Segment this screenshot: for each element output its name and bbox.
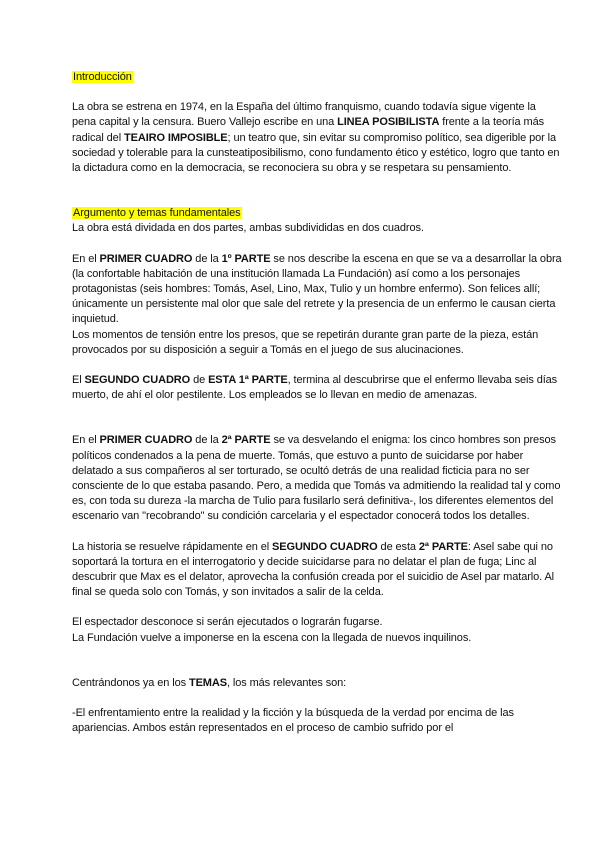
argument-paragraph-2: Los momentos de tensión entre los presos, que se repetirán durante gran parte de la pieza, están provocados por su disposición a seguir a Tomás en el juego de sus alucinaciones. (72, 328, 539, 356)
bold-term: SEGUNDO CUADRO (84, 374, 191, 387)
argument-paragraph-4: En el PRIMER CUADRO de la 2ª PARTE se va desvelando el enigma: los cinco hombres son presos políticos condenados a la pena de muerte. Tomás, que estuvo a punto de suicidarse por haber delatado a sus compañeros al ser torturado, se ocultó detrás de una realidad ficticia para no ser consciente de lo que estaba pasando. Pero, a medida que Tomás va admitiendo la realidad tal y como es, con toda su dureza -la marcha de Tulio para fusilarlo será definitiva-, los diferentes elementos del escenario van "recobrando" su condición carcelaria y el espectador conocerá todos los detalles. (72, 434, 561, 523)
argument-paragraph-3: El SEGUNDO CUADRO de ESTA 1ª PARTE, termina al descubrirse que el enfermo llevaba seis días muerto, de ahí el olor pestilente. Los empleados se lo llevan en medio de amenazas. (72, 374, 558, 402)
bold-term: TEMAS (188, 676, 227, 689)
bold-term: SEGUNDO CUADRO (272, 540, 378, 553)
bold-term: TEAIRO IMPOSIBLE (124, 131, 228, 144)
argument-paragraph-7: La Fundación vuelve a imponerse en la escena con la llegada de nuevos inquilinos. (72, 631, 472, 644)
bold-term: PRIMER CUADRO (99, 252, 193, 265)
argument-heading-highlight: Argumento y temas fundamentales (73, 207, 241, 220)
argument-paragraph-1: En el PRIMER CUADRO de la 1º PARTE se nos describe la escena en que se va a desarrollar la obra (la confortable habitación de una institución llamada La Fundación) así como a los personajes protagonistas (seis hombres: Tomás, Asel, Lino, Max, Tulio y un hombre enfermo). Son felices allí; únicamente un persistente mal olor que sale del retrete y la presencia de un enfermo le causan cierta inquietud. (72, 252, 562, 326)
argument-heading (72, 206, 562, 221)
argument-paragraph-6: El espectador desconoce si serán ejecutados o lograrán fugarse. (72, 616, 383, 629)
bold-term: 1º PARTE (221, 252, 271, 265)
themes-paragraph: -El enfrentamiento entre la realidad y la ficción y la búsqueda de la verdad por encima de las apariencias. Ambos están representados en el proceso de cambio sufrido por el (72, 707, 514, 735)
themes-intro: Centrándonos ya en los TEMAS, los más relevantes son: (72, 676, 347, 689)
intro-paragraph: La obra se estrena en 1974, en la España del último franquismo, cuando todavía sigue vigente la pena capital y la censura. Buero Vallejo escribe en una LINEA POSIBILISTA frente a la teoría más radical del TEAIRO IMPOSIBLE; un teatro que, sin evitar su compromiso político, sea digerible por la sociedad y tolerable para la cunsteatiposibilismo, cono fundamento ético y estético, logro que tanto en la dictadura como en la democracia, se reconociera su obra y se respetara su pensamiento. (72, 101, 560, 175)
intro-heading-highlight: Introducción (73, 71, 132, 83)
bold-term: PRIMER CUADRO (99, 434, 193, 447)
argument-intro: La obra está dividada en dos partes, ambas subdivididas en dos cuadros. (72, 222, 424, 235)
intro-heading (72, 70, 562, 85)
document-body (72, 70, 562, 737)
bold-term: 2ª PARTE (221, 434, 271, 447)
bold-term: LINEA POSIBILISTA (337, 116, 440, 129)
bold-term: ESTA 1ª PARTE (208, 374, 288, 387)
argument-paragraph-5: La historia se resuelve rápidamente en el SEGUNDO CUADRO de esta 2ª PARTE: Asel sabe qui no soportará la tortura en el interrogatorio y decide suicidarse para no delatar el plan de fuga; Linc al descubrir que Max es el delator, aprovecha la confusión creada por el suicidio de Asel par matarlo. Al final se queda solo con Tomás, y son invitados a salir de la celda. (72, 540, 555, 599)
bold-term: 2ª PARTE (418, 540, 468, 553)
